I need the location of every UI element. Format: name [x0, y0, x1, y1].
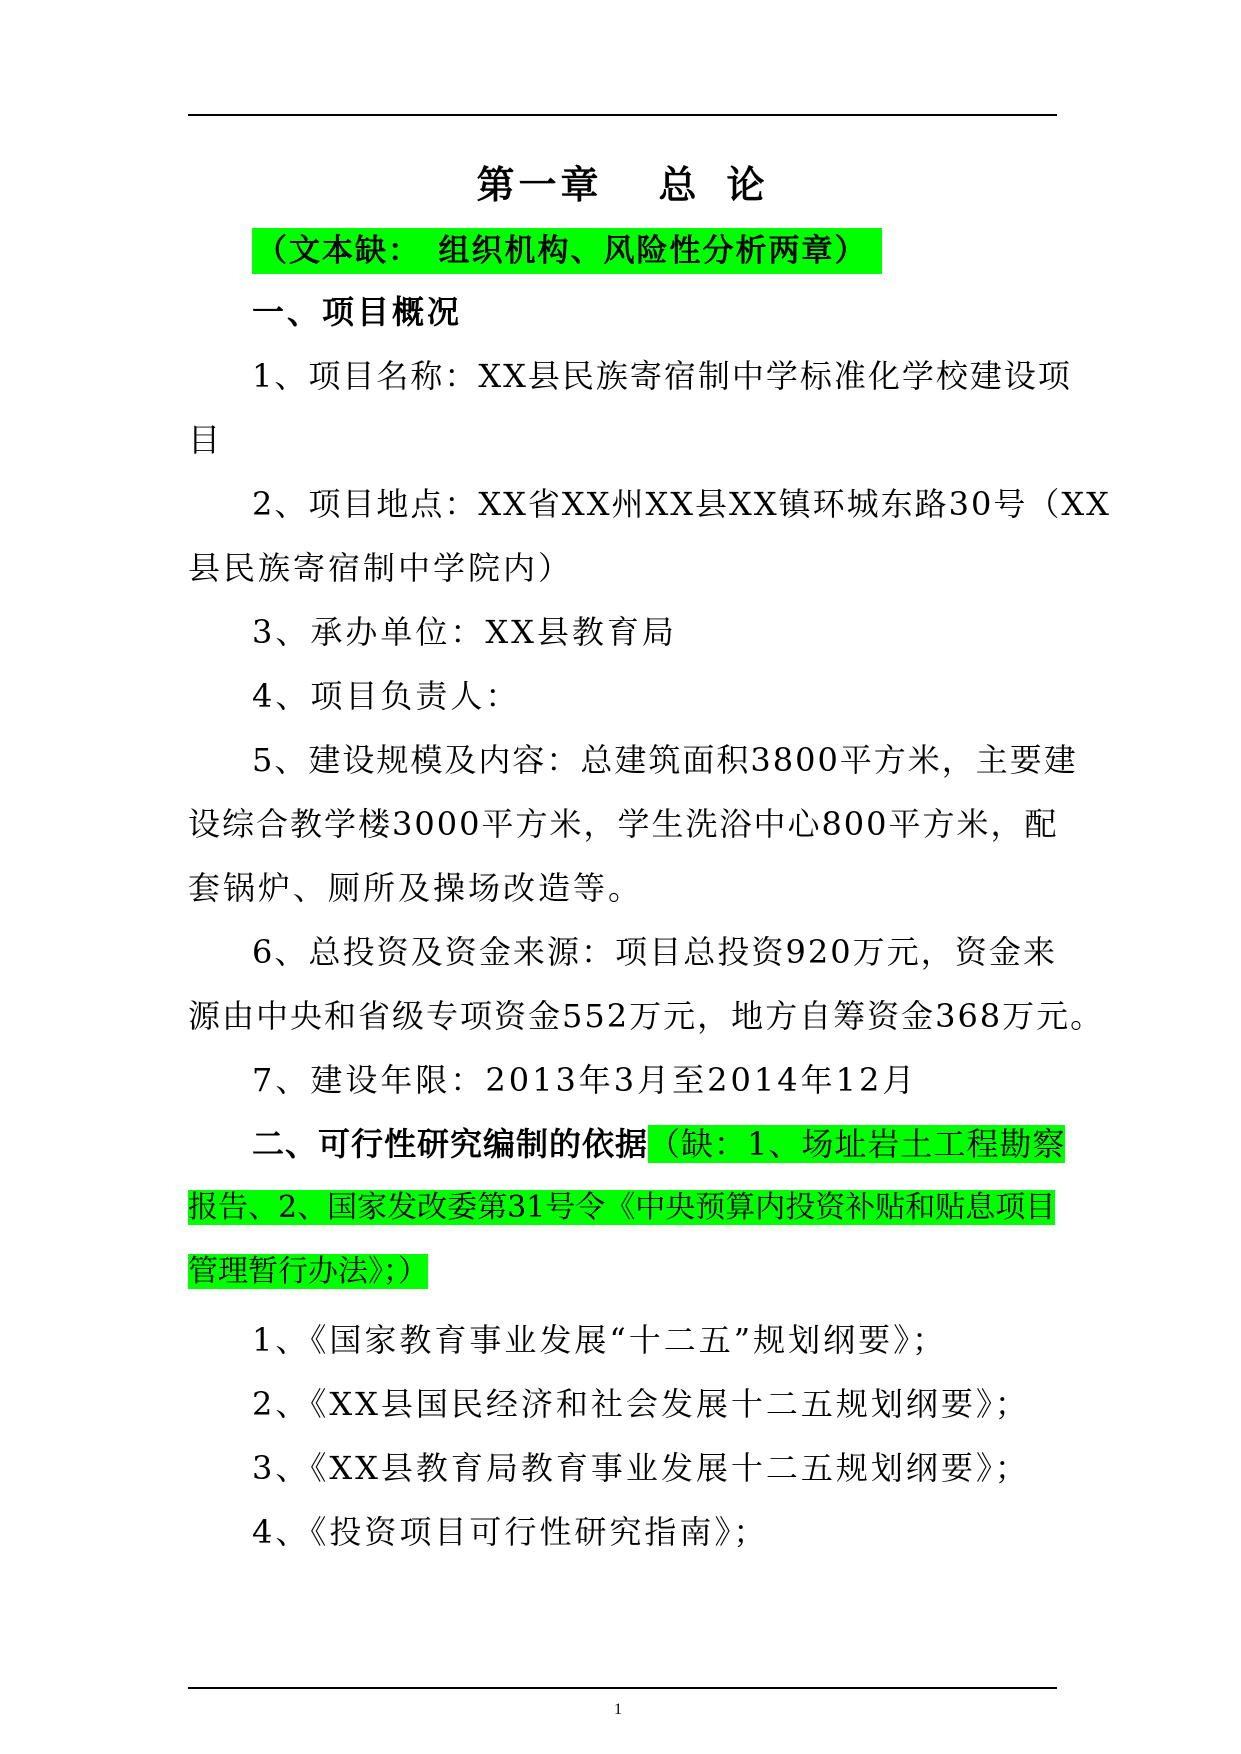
section-heading-basis-line3	[188, 1250, 1057, 1294]
chapter-title-part-a: 总	[658, 163, 701, 207]
section-heading-basis: 二、可行性研究编制的依据	[252, 1125, 649, 1163]
item-investment-line1: 6、总投资及资金来源：项目总投资920万元，资金来	[252, 933, 1057, 971]
reference-item-1: 1、《国家教育事业发展“十二五”规划纲要》；	[252, 1321, 948, 1359]
item-scale-line2: 设综合教学楼3000平方米，学生洗浴中心800平方米，配	[188, 805, 1059, 843]
reference-item-4: 4、《投资项目可行性研究指南》；	[252, 1513, 769, 1551]
section-heading-overview: 一、项目概况	[252, 293, 463, 331]
item-project-name-line2: 目	[188, 421, 224, 459]
section-heading-basis-line1	[188, 1122, 1066, 1166]
chapter-title	[188, 160, 1057, 210]
basis-missing-note-part2: 报告、2、国家发改委第31号令《中央预算内投资补贴和贴息项目	[188, 1190, 1056, 1225]
page-number: 1	[614, 1701, 622, 1718]
item-scale-line1: 5、建设规模及内容：总建筑面积3800平方米，主要建	[252, 741, 1078, 779]
item-scale-line3: 套锅炉、厕所及操场改造等。	[188, 869, 644, 907]
footer-rule	[188, 1687, 1057, 1689]
chapter-title-part-b: 论	[726, 163, 769, 207]
reference-item-2: 2、《XX县国民经济和社会发展十二五规划纲要》；	[252, 1385, 1030, 1423]
basis-missing-note-part3: 管理暂行办法》；）	[188, 1254, 428, 1289]
basis-missing-note-part1: （缺：1、场址岩土工程勘察	[648, 1125, 1066, 1163]
item-project-location-line2: 县民族寄宿制中学院内）	[188, 549, 574, 587]
item-investment-line2: 源由中央和省级专项资金552万元，地方自筹资金368万元。	[188, 997, 1105, 1035]
item-project-location-line1: 2、项目地点：XX省XX州XX县XX镇环城东路30号（XX	[252, 485, 1111, 523]
header-rule	[188, 114, 1057, 116]
section-heading-basis-line2	[188, 1186, 1057, 1230]
item-project-name-line1: 1、项目名称：XX县民族寄宿制中学标准化学校建设项	[252, 357, 1072, 395]
chapter-label: 第一章	[476, 163, 603, 207]
reference-item-3: 3、《XX县教育局教育事业发展十二五规划纲要》；	[252, 1449, 1030, 1487]
item-undertaking-unit: 3、承办单位：XX县教育局	[252, 613, 677, 651]
item-project-leader: 4、项目负责人：	[252, 677, 521, 715]
item-construction-period: 7、建设年限：2013年3月至2014年12月	[252, 1061, 918, 1099]
missing-content-note: （文本缺： 组织机构、风险性分析两章）	[252, 228, 882, 274]
